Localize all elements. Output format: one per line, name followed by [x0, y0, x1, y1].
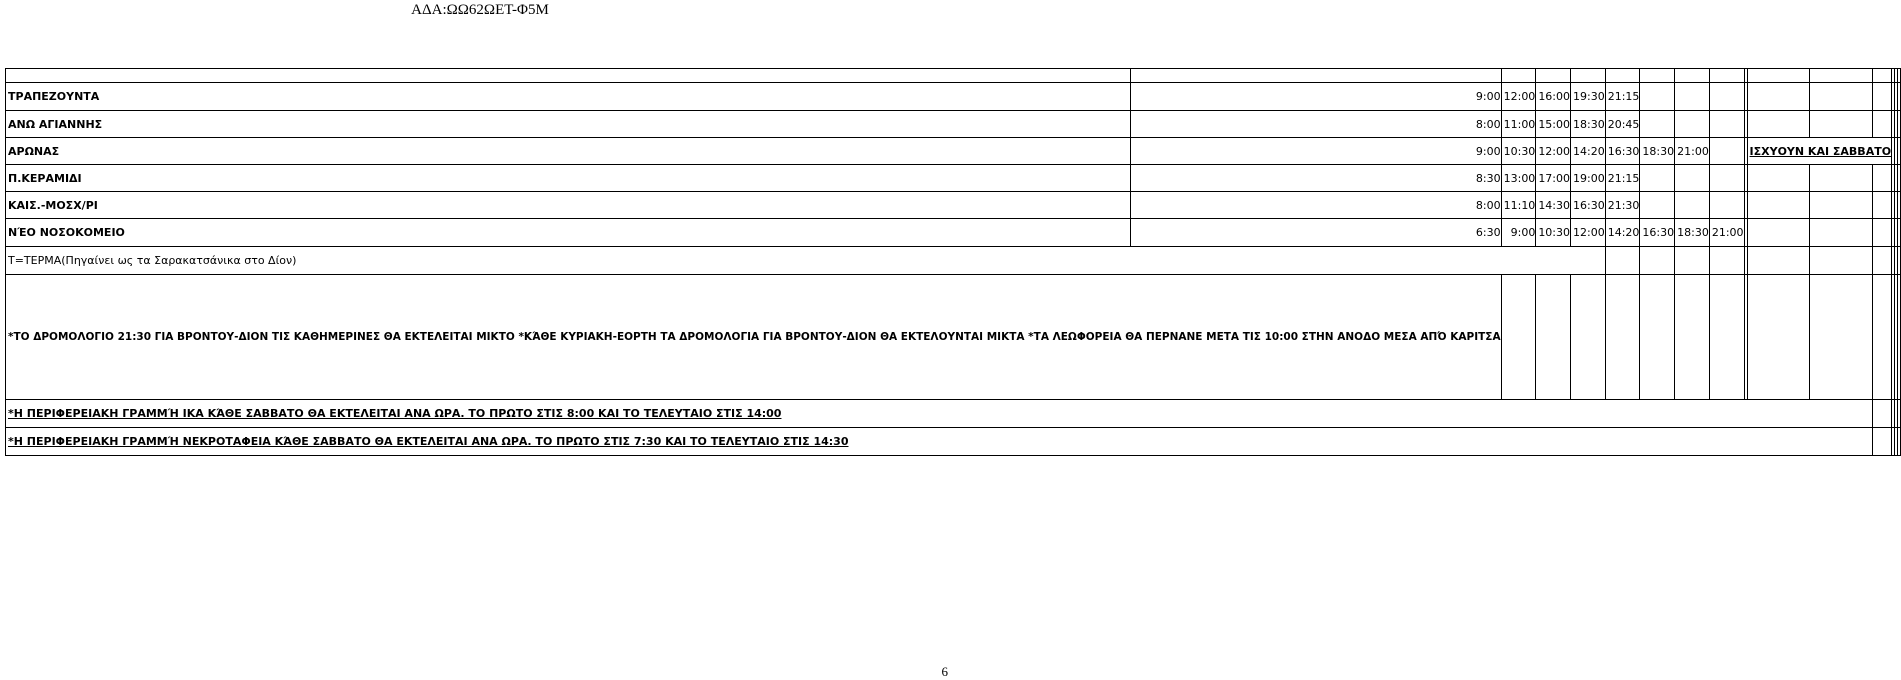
footer-note-row: [6, 428, 1901, 456]
departure-time: [1709, 165, 1744, 192]
departure-time: 14:30: [1536, 192, 1571, 219]
departure-time: 13:00: [1501, 165, 1536, 192]
departure-time: 19:00: [1571, 165, 1606, 192]
departure-time: 12:00: [1536, 138, 1571, 165]
route-row: [6, 111, 1901, 138]
departure-time: [1709, 111, 1744, 138]
terminus-legend: Τ=ΤΕΡΜΑ(Πηγαίνει ως τα Σαρακατσάνικα στο Δίον): [6, 247, 1606, 275]
departure-time: 10:30: [1536, 219, 1571, 247]
bus-schedule-table: [5, 68, 1901, 456]
departure-time: 14:20: [1571, 138, 1606, 165]
departure-time: 17:00: [1536, 165, 1571, 192]
departure-time: 11:10: [1501, 192, 1536, 219]
departure-time: 21:00: [1675, 138, 1710, 165]
departure-time: 18:30: [1571, 111, 1606, 138]
departure-time: 16:30: [1571, 192, 1606, 219]
departure-time: [1675, 83, 1710, 111]
departure-time: [1709, 83, 1744, 111]
stop-name: Π.ΚΕΡΑΜΙΔΙ: [6, 165, 1131, 192]
stop-name: ΚΑΙΣ.-ΜΟΣΧ/ΡΙ: [6, 192, 1131, 219]
departure-time: 21:00: [1709, 219, 1744, 247]
departure-time: 12:00: [1501, 83, 1536, 111]
departure-time: 6:30: [1130, 219, 1501, 247]
departure-time: 16:30: [1640, 219, 1675, 247]
stop-name: ΝΈΟ ΝΟΣΟΚΟΜΕΙΟ: [6, 219, 1131, 247]
footer-note-row: [6, 400, 1901, 428]
departure-time: 21:15: [1605, 165, 1640, 192]
departure-time: 11:00: [1501, 111, 1536, 138]
departure-time: 16:30: [1605, 138, 1640, 165]
route-row: [6, 219, 1901, 247]
departure-time: 12:00: [1571, 219, 1606, 247]
departure-time: 8:30: [1130, 165, 1501, 192]
departure-time: 16:00: [1536, 83, 1571, 111]
departure-time: 9:00: [1130, 83, 1501, 111]
departure-time: [1640, 165, 1675, 192]
departure-time: 21:30: [1605, 192, 1640, 219]
departure-time: [1640, 192, 1675, 219]
departure-time: 9:00: [1501, 219, 1536, 247]
departure-time: 8:00: [1130, 111, 1501, 138]
departure-time: [1709, 138, 1744, 165]
route-row: [6, 83, 1901, 111]
departure-time: [1675, 192, 1710, 219]
departure-time: 9:00: [1130, 138, 1501, 165]
schedule-notice: *ΤΟ ΔΡΟΜΟΛΟΓΙΟ 21:30 ΓΙΑ ΒΡΟΝΤΟΥ-ΔΙΟΝ ΤΙΣ ΚΑΘΗΜΕΡΙΝΕΣ ΘΑ ΕΚΤΕΛΕΙΤΑΙ ΜΙΚΤΟ *ΚΆΘΕ ΚΥΡΙΑΚΗ-ΕΟΡΤΗ ΤΑ ΔΡΟΜΟΛΟΓΙΑ ΓΙΑ ΒΡΟΝΤΟΥ-ΔΙΟΝ ΘΑ ΕΚΤΕΛΟΥΝΤΑΙ ΜΙΚΤΑ *ΤΑ ΛΕΩΦΟΡΕΙΑ ΘΑ ΠΕΡΝΑΝΕ ΜΕΤΑ ΤΙΣ 10:00 ΣΤΗΝ ΑΝΟΔΟ ΜΕΣΑ ΑΠΌ ΚΑΡΙΤΣΑ: [6, 275, 1502, 400]
stop-name: ΑΝΩ ΑΓΙΑΝΝΗΣ: [6, 111, 1131, 138]
departure-time: [1675, 165, 1710, 192]
departure-time: [1709, 192, 1744, 219]
departure-time: 18:30: [1675, 219, 1710, 247]
departure-time: 21:15: [1605, 83, 1640, 111]
departure-time: [1640, 83, 1675, 111]
departure-time: [1675, 111, 1710, 138]
route-row: [6, 192, 1901, 219]
departure-time: 10:30: [1501, 138, 1536, 165]
stop-name: ΤΡΑΠΕΖΟΥΝΤΑ: [6, 83, 1131, 111]
departure-time: 15:00: [1536, 111, 1571, 138]
departure-time: 18:30: [1640, 138, 1675, 165]
saturday-cemeteries-note: *Η ΠΕΡΙΦΕΡΕΙΑΚΗ ΓΡΑΜΜΉ ΝΕΚΡΟΤΑΦΕΙΑ ΚΆΘΕ ΣΑΒΒΑΤΟ ΘΑ ΕΚΤΕΛΕΙΤΑΙ ΑΝΑ ΩΡΑ. ΤΟ ΠΡΩΤΟ ΣΤΙΣ 7:30 ΚΑΙ ΤΟ ΤΕΛΕΥΤΑΙΟ ΣΤΙΣ 14:30: [6, 428, 1873, 456]
saturday-validity-note: ΙΣΧΥΟΥΝ ΚΑΙ ΣΑΒΒΑΤΟ: [1747, 138, 1892, 165]
departure-time: 14:20: [1605, 219, 1640, 247]
departure-time: 20:45: [1605, 111, 1640, 138]
page-number: 6: [941, 664, 948, 679]
stop-name: ΑΡΩΝΑΣ: [6, 138, 1131, 165]
departure-time: [1640, 111, 1675, 138]
departure-time: 19:30: [1571, 83, 1606, 111]
route-row: [6, 165, 1901, 192]
route-row: [6, 138, 1901, 165]
notice-row: [6, 275, 1901, 400]
departure-time: 8:00: [1130, 192, 1501, 219]
legend-row: [6, 247, 1901, 275]
document-code: ΑΔΑ:ΩΩ62ΩΕΤ-Φ5Μ: [411, 2, 549, 18]
top-empty-row: [6, 69, 1901, 83]
saturday-ika-note: *Η ΠΕΡΙΦΕΡΕΙΑΚΗ ΓΡΑΜΜΉ ΙΚΑ ΚΆΘΕ ΣΑΒΒΑΤΟ ΘΑ ΕΚΤΕΛΕΙΤΑΙ ΑΝΑ ΩΡΑ. ΤΟ ΠΡΩΤΟ ΣΤΙΣ 8:00 ΚΑΙ ΤΟ ΤΕΛΕΥΤΑΙΟ ΣΤΙΣ 14:00: [6, 400, 1873, 428]
